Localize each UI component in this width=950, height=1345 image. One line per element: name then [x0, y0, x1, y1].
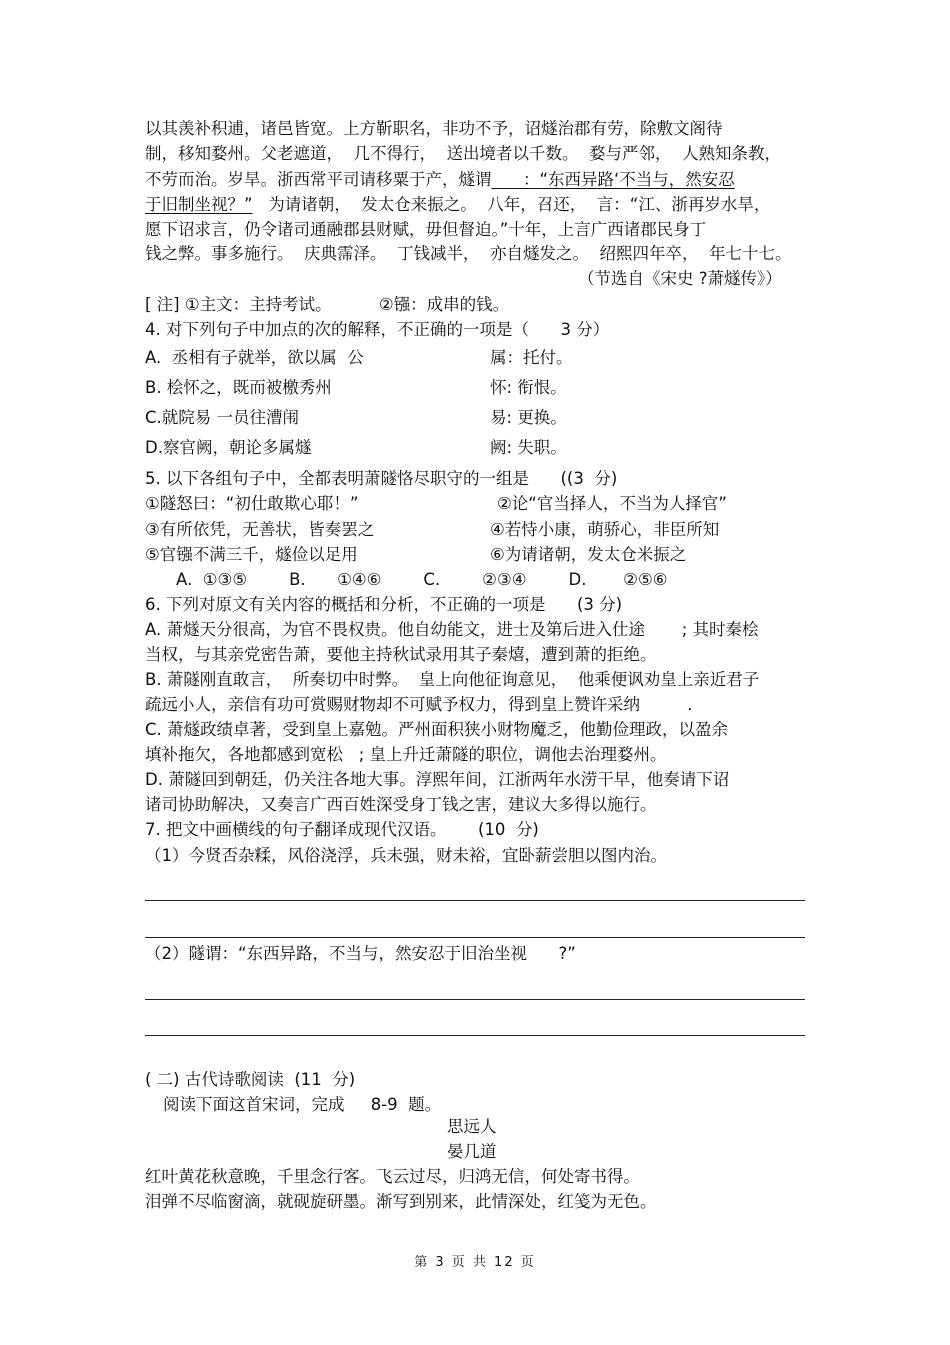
- annotation-notes: [ 注] ①主文：主持考试。 ②镪：成串的钱。: [145, 295, 510, 314]
- answer-line[interactable]: [145, 900, 805, 901]
- q4-option-a-explanation: 属：托付。: [490, 348, 573, 367]
- underlined-sentence: ：“东西异路‘不当与，然安忍: [491, 170, 735, 189]
- poem-title: 思远人: [447, 1117, 497, 1136]
- q5-item: ④若恃小康，萌骄心，非臣所知: [490, 520, 720, 539]
- q4-option-d: D.察官阙，朝论多属燧: [145, 438, 312, 457]
- passage-line: 以其羡补积逋，诸邑皆宽。上方靳职名，非功不予，诏燧治郡有劳，除敷文阁待: [145, 119, 723, 138]
- poem-line: 泪弹不尽临窗滴，就砚旋研墨。渐写到别来，此情深处，红笺为无色。: [145, 1192, 657, 1211]
- poem-line: 红叶黄花秋意晚，千里念行客。飞云过尽，归鸿无信，何处寄书得。: [145, 1167, 640, 1186]
- q6-line: 疏远小人，亲信有功可赏赐财物却不可赋予权力，得到皇上赞许采纳 .: [145, 695, 693, 714]
- question-7-stem: 7. 把文中画横线的句子翻译成现代汉语。 (10 分): [145, 820, 539, 839]
- passage-line: [145, 194, 770, 216]
- q5-item: ③有所依凭，无善状，皆奏罢之: [145, 520, 375, 539]
- section-intro: 阅读下面这首宋词，完成 8-9 题。: [163, 1095, 442, 1114]
- q4-option-b-explanation: 怀: 衔恨。: [490, 378, 567, 397]
- question-5-stem: 5. 以下各组句子中，全都表明萧隧恪尽职守的一组是 ((3 分): [145, 469, 618, 488]
- passage-line: [145, 169, 735, 191]
- poem-author: 晏几道: [447, 1142, 497, 1161]
- answer-line[interactable]: [145, 999, 805, 1000]
- q5-item: ⑥为请诸朝，发太仓米振之: [490, 545, 687, 564]
- passage-line: 钱之弊。事多施行。 庆典霈泽。 丁钱减半， 亦自燧发之。 绍熙四年卒， 年七十七。: [145, 244, 792, 263]
- q6-line: 诸司协助解决，又奏言广西百姓深受身丁钱之害，建议大多得以施行。: [145, 795, 657, 814]
- section-heading: ( 二) 古代诗歌阅读 (11 分): [145, 1070, 356, 1089]
- q4-option-d-explanation: 阙: 失职。: [490, 438, 567, 457]
- question-4-stem: 4. 对下列句子中加点的次的解释，不正确的一项是（ 3 分）: [145, 320, 610, 339]
- underlined-sentence: 于旧制坐视？”: [145, 195, 253, 214]
- answer-line[interactable]: [145, 1035, 805, 1036]
- q4-option-b: B. 桧怀之，既而被檄秀州: [145, 378, 332, 397]
- question-6-stem: 6. 下列对原文有关内容的概括和分析，不正确的一项是 (3 分): [145, 595, 623, 614]
- q7-sentence-1: （1）今贤否杂糅，风俗浇浮，兵未强，财未裕，宜卧薪尝胆以图内治。: [145, 846, 667, 865]
- passage-line: 愿下诏求言，仍令诸司通融郡县财赋，毋但督迫。”十年，上言广西诸郡民身丁: [145, 220, 707, 239]
- q6-line: B. 萧隧刚直敢言， 所奏切中时弊。 皇上向他征询意见， 他乘便讽劝皇上亲近君子: [145, 670, 760, 689]
- passage-line: 制，移知婺州。父老遮道， 几不得行， 送出境者以千数。 婺与严邻， 人熟知条教，: [145, 144, 781, 163]
- answer-line[interactable]: [145, 937, 805, 938]
- page-number: 第 3 页 共 12 页: [414, 1255, 536, 1270]
- q6-line: A. 萧燧天分很高，为官不畏权贵。他自幼能文，进士及第后进入仕途 ; 其时秦桧: [145, 620, 759, 639]
- q4-option-c-explanation: 易: 更换。: [490, 408, 567, 427]
- q7-sentence-2: （2）隧谓：“东西异路，不当与，然安忍于旧治坐视 ?”: [145, 944, 576, 963]
- q6-line: 当权，与其亲党密告萧，要他主持秋试录用其子秦熺，遭到萧的拒绝。: [145, 645, 657, 664]
- q5-item: ⑤官镪不满三千，燧俭以足用: [145, 545, 358, 564]
- passage-text: 为请诸朝， 发太仓来振之。 八年，召还， 言：“江、浙再岁水旱，: [252, 195, 771, 214]
- q6-line: D. 萧隧回到朝廷，仍关注各地大事。淳熙年间，江浙两年水涝干早，他奏请下诏: [145, 770, 730, 789]
- q5-item: ①隧怒曰：“初仕敢欺心耶！”: [145, 494, 359, 513]
- q4-option-c: C.就院易 一员往漕闱: [145, 408, 300, 427]
- q5-choices: A. ①③⑤ B. ①④⑥ C. ②③④ D. ②⑤⑥: [176, 570, 668, 589]
- q6-line: C. 萧燧政绩卓著，受到皇上嘉勉。严州面积狭小财物魔乏，他勤俭理政，以盈余: [145, 720, 729, 739]
- q4-option-a: A. 丞相有子就举，欲以属 公: [145, 348, 364, 367]
- q6-line: 填补拖欠，各地都感到宽松 ; 皇上升迁萧隧的职位，调他去治理婺州。: [145, 745, 667, 764]
- q5-item: ②论“官当择人，不当为人择官”: [497, 494, 727, 513]
- passage-text: 不劳而治。岁旱。浙西常平司请移粟于产，燧谓: [145, 170, 492, 189]
- source-citation: （节选自《宋史 ?萧燧传》）: [578, 269, 782, 288]
